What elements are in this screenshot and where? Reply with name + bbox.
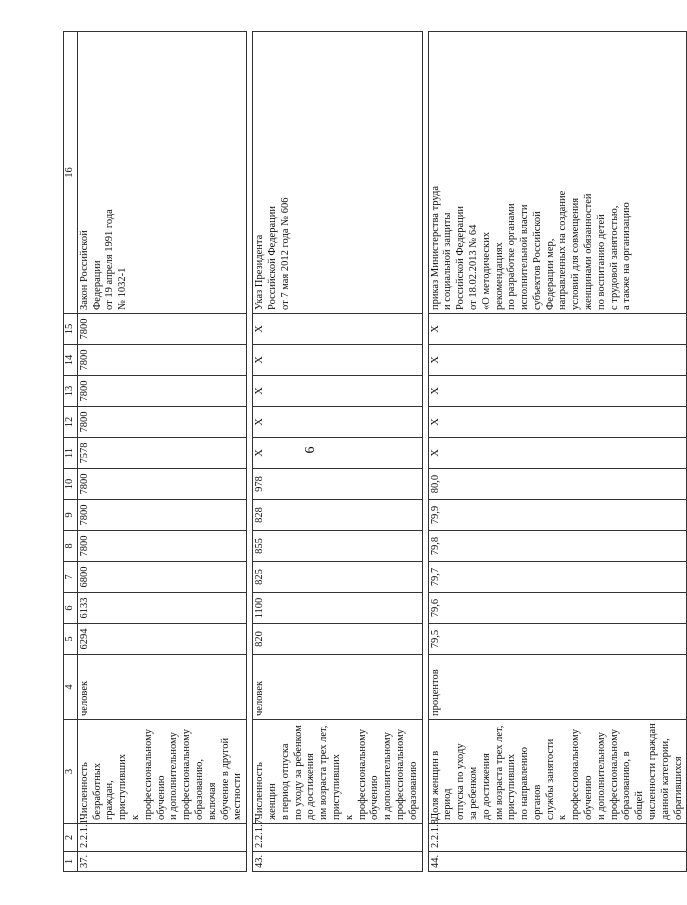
table-cell: 855: [253, 531, 422, 562]
table-cell: 79,5: [428, 624, 687, 655]
table-cell: 7578: [77, 438, 246, 469]
column-header: 6: [64, 593, 78, 624]
table-cell: 1100: [253, 593, 422, 624]
table-cell: Х: [253, 407, 422, 438]
data-table: [63, 31, 687, 872]
column-header: 11: [64, 438, 78, 469]
table-cell: Х: [428, 438, 687, 469]
table-cell: Х: [253, 345, 422, 376]
table-cell: 825: [253, 562, 422, 593]
table-cell: человек: [253, 655, 422, 720]
table-cell: Х: [253, 376, 422, 407]
table-row: [253, 32, 422, 872]
column-header: 5: [64, 624, 78, 655]
table-cell: Х: [428, 376, 687, 407]
column-header: 1: [64, 852, 78, 872]
table-cell: 43.: [253, 852, 422, 872]
column-header: 10: [64, 469, 78, 500]
table-cell: 6800: [77, 562, 246, 593]
table-cell: приказ Министерства труда и социальной защиты Российской Федерации от 18.02.2013 № 64 «О методических рекомендациях по разработке органами исполнительной власти субъектов Российской Федерации мер, направленных на создание условий для совмещения женщинами обязанностей по воспитанию детей с трудовой занятостью, а также на организацию: [428, 32, 687, 314]
table-cell: 2.2.1.8.: [428, 824, 687, 852]
table-cell: 79,7: [428, 562, 687, 593]
table-cell: Закон Российской Федерации от 19 апреля 1991 года № 1032-1: [77, 32, 246, 314]
column-header: 8: [64, 531, 78, 562]
column-header: 12: [64, 407, 78, 438]
column-header: 13: [64, 376, 78, 407]
table-cell: 37.: [77, 852, 246, 872]
column-header: 4: [64, 655, 78, 720]
table-cell: Доля женщин в период отпуска по уходу за ребенком до достижения им возраста трех лет, приступивших по направлению органов службы занятости к профессиональному обучению и дополнительному профессиональному образованию, в общей численности граждан данной категории, обратившихся: [428, 720, 687, 824]
column-header: 15: [64, 314, 78, 345]
table-cell: Х: [428, 314, 687, 345]
table-cell: Х: [253, 314, 422, 345]
column-header: 2: [64, 824, 78, 852]
table-cell: 79,9: [428, 500, 687, 531]
table-cell: 80,0: [428, 469, 687, 500]
page-number: 6: [303, 446, 318, 454]
column-header: 3: [64, 720, 78, 824]
table-cell: Х: [253, 438, 422, 469]
table-cell: 820: [253, 624, 422, 655]
header-row: [64, 32, 78, 872]
table-cell: Численность женщин в период отпуска по уходу за ребенком до достижения им возраста трех лет, приступивших к профессиональному обучению и дополнительному профессиональному образованию: [253, 720, 422, 824]
table-cell: 2.2.1.7.: [253, 824, 422, 852]
table-cell: 2.2.1.1.: [77, 824, 246, 852]
column-header: 14: [64, 345, 78, 376]
table-cell: 978: [253, 469, 422, 500]
table-row: [428, 32, 687, 872]
table-cell: 79,6: [428, 593, 687, 624]
table-cell: 6133: [77, 593, 246, 624]
table-cell: 828: [253, 500, 422, 531]
table-cell: 7800: [77, 376, 246, 407]
table-cell: 7800: [77, 345, 246, 376]
table-cell: 7800: [77, 407, 246, 438]
table-row: [77, 32, 246, 872]
column-header: 7: [64, 562, 78, 593]
table-cell: 7800: [77, 531, 246, 562]
table-cell: Указ Президента Российской Федерации от 7 мая 2012 года № 606: [253, 32, 422, 314]
table-cell: 44.: [428, 852, 687, 872]
table-cell: Х: [428, 407, 687, 438]
table-cell: 7800: [77, 314, 246, 345]
table-cell: 7800: [77, 469, 246, 500]
table-cell: 79,8: [428, 531, 687, 562]
table-cell: Численность безработных граждан, приступивших к профессиональному обучению и дополнительному профессиональному образованию, включая обучение в другой местности: [77, 720, 246, 824]
table-cell: 6294: [77, 624, 246, 655]
column-header: 9: [64, 500, 78, 531]
table-cell: процентов: [428, 655, 687, 720]
table-cell: Х: [428, 345, 687, 376]
rotated-table-container: [63, 32, 684, 872]
table-cell: человек: [77, 655, 246, 720]
table-cell: 7800: [77, 500, 246, 531]
column-header: 16: [64, 32, 78, 314]
